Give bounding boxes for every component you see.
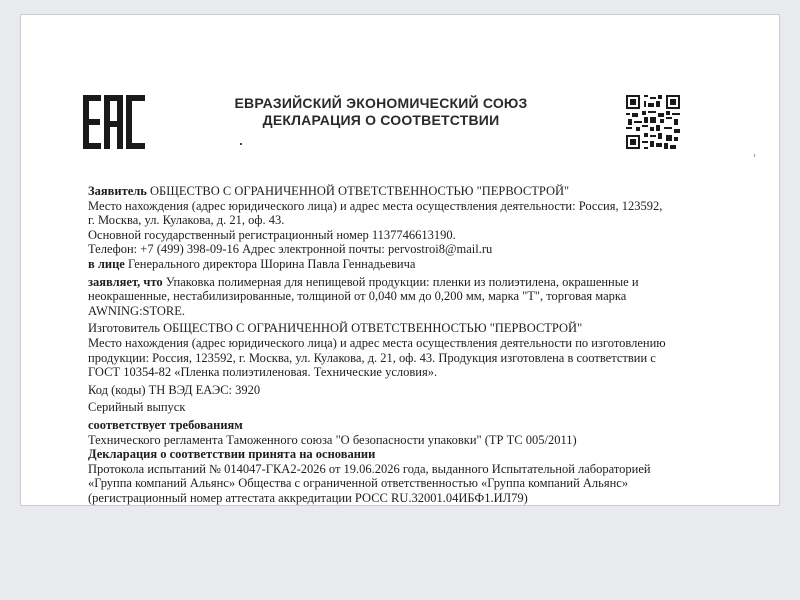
- representative-line: [88, 257, 728, 272]
- declaration-body: [88, 184, 728, 505]
- applicant-ogrn: Основной государственный регистрационный номер 1137746613190.: [88, 227, 456, 242]
- qr-code-icon: [626, 95, 680, 149]
- manufacturer-address-1: Место нахождения (адрес юридического лица) и адрес места осуществления деятельности по изготовлению: [88, 335, 666, 350]
- declaration-document: [20, 14, 780, 506]
- product-desc-3: AWNING:STORE.: [88, 303, 186, 318]
- declares-label: заявляет, что: [88, 274, 163, 289]
- eac-mark-icon: [81, 94, 147, 150]
- header-title: ДЕКЛАРАЦИЯ О СООТВЕТСТВИИ: [262, 112, 500, 128]
- manufacturer-standard: ГОСТ 10354-82 «Пленка полиэтиленовая. Технические условия».: [88, 365, 438, 380]
- product-desc-2: неокрашенные, нестабилизированные, толщиной от 0,040 мм до 0,200 мм, марка "Т", торговая марка: [88, 289, 627, 304]
- basis-label: Декларация о соответствии принята на основании: [88, 447, 376, 462]
- applicant-address-1: Место нахождения (адрес юридического лица) и адрес места осуществления деятельности: Россия, 123592,: [88, 198, 663, 213]
- basis-protocol-3: (регистрационный номер аттестата аккредитации РОСС RU.32001.04ИБФ1.ИЛ79): [88, 490, 528, 505]
- serial-production: Серийный выпуск: [88, 400, 186, 415]
- applicant-line: [88, 184, 728, 199]
- hs-code: Код (коды) ТН ВЭД ЕАЭС: 3920: [88, 382, 261, 397]
- representative-name: Генерального директора Шорина Павла Геннадьевича: [127, 256, 416, 271]
- product-desc-1: Упаковка полимерная для непищевой продукции: пленки из полиэтилена, окрашенные и: [165, 274, 639, 289]
- declares-line: [88, 275, 728, 290]
- scan-dot: [240, 143, 242, 145]
- applicant-name: ОБЩЕСТВО С ОГРАНИЧЕННОЙ ОТВЕТСТВЕННОСТЬЮ "ПЕРВОСТРОЙ": [150, 184, 570, 198]
- basis-protocol-1: Протокола испытаний № 014047-ГКА2-2026 от 19.06.2026 года, выданного Испытательной лабораторией: [88, 461, 651, 476]
- document-header: [191, 95, 571, 129]
- basis-protocol-2: «Группа компаний Альянс» Общества с ограниченной ответственностью «Группа компаний Альянс»: [88, 476, 629, 491]
- applicant-contacts: Телефон: +7 (499) 398-09-16 Адрес электронной почты: pervostroi8@mail.ru: [88, 242, 493, 257]
- manufacturer-address-2: продукции: Россия, 123592, г. Москва, ул. Кулакова, д. 21, оф. 43. Продукция изготовлена в соответствии с: [88, 350, 656, 365]
- header-union: ЕВРАЗИЙСКИЙ ЭКОНОМИЧЕСКИЙ СОЮЗ: [234, 95, 528, 111]
- scan-speck: [754, 154, 755, 157]
- applicant-address-2: г. Москва, ул. Кулакова, д. 21, оф. 43.: [88, 213, 285, 228]
- conformity-label: соответствует требованиям: [88, 417, 243, 432]
- manufacturer-name: Изготовитель ОБЩЕСТВО С ОГРАНИЧЕННОЙ ОТВЕТСТВЕННОСТЬЮ "ПЕРВОСТРОЙ": [88, 321, 583, 336]
- applicant-label: Заявитель: [88, 184, 147, 198]
- conformity-regulation: Технического регламента Таможенного союза "О безопасности упаковки" (ТР ТС 005/2011): [88, 432, 577, 447]
- representative-label: в лице: [88, 256, 125, 271]
